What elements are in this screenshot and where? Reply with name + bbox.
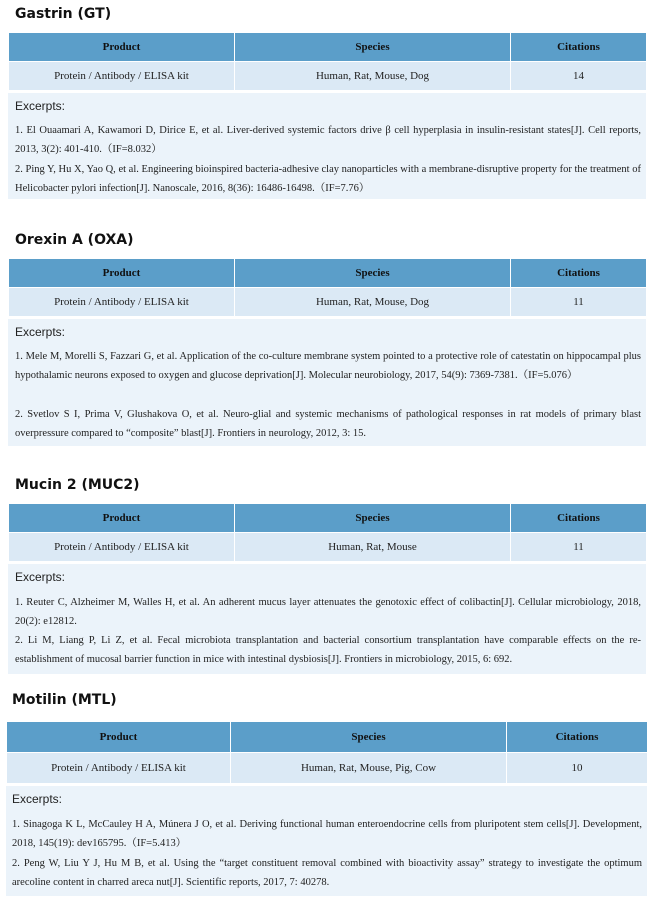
cell-species: Human, Rat, Mouse, Dog <box>235 288 511 317</box>
cell-product: Protein / Antibody / ELISA kit <box>9 62 235 91</box>
excerpts-label: Excerpts: <box>15 99 66 113</box>
table-row <box>9 62 647 91</box>
product-table <box>8 32 647 91</box>
header-species: Species <box>235 259 511 288</box>
table-row <box>9 533 647 562</box>
table-header-row <box>9 33 647 62</box>
section-title: Orexin A (OXA) <box>15 232 134 248</box>
header-species: Species <box>235 33 511 62</box>
header-citations: Citations <box>511 33 647 62</box>
excerpts-label: Excerpts: <box>12 792 63 806</box>
cell-citations: 10 <box>507 753 648 784</box>
reference-2: 2. Li M, Liang P, Li Z, et al. Fecal microbiota transplantation and bacterial consortium transplantation have comparable effects on the re-establishment of mucosal barrier function in mice with intestinal dysbiosis[J]. Frontiers in microbiology, 2015, 6: 692. <box>15 635 641 665</box>
cell-product: Protein / Antibody / ELISA kit <box>9 533 235 562</box>
cell-citations: 11 <box>511 533 647 562</box>
reference-1: 1. Reuter C, Alzheimer M, Walles H, et al. An adherent mucus layer attenuates the genotoxic effect of colibactin[J]. Cellular microbiology, 2018, 20(2): e12812. <box>15 597 641 627</box>
header-citations: Citations <box>511 504 647 533</box>
table-row <box>9 288 647 317</box>
header-product: Product <box>9 504 235 533</box>
reference-2: 2. Ping Y, Hu X, Yao Q, et al. Engineering bioinspired bacteria-adhesive clay nanoparticles with a membrane-disruptive property for the treatment of Helicobacter pylori infection[J]. Nanoscale, 2016, 8(36): 16486-16498.（IF=7.76） <box>15 164 641 194</box>
section-title: Gastrin (GT) <box>15 6 112 22</box>
header-product: Product <box>9 259 235 288</box>
product-table <box>8 503 647 562</box>
header-species: Species <box>235 504 511 533</box>
table-header-row <box>9 259 647 288</box>
cell-citations: 11 <box>511 288 647 317</box>
header-product: Product <box>9 33 235 62</box>
cell-product: Protein / Antibody / ELISA kit <box>9 288 235 317</box>
header-product: Product <box>7 722 231 753</box>
reference-2: 2. Peng W, Liu Y J, Hu M B, et al. Using the “target constituent removal combined with bioactivity assay” strategy to investigate the optimum arecoline content in charred areca nut[J]. Scientific reports, 2017, 7: 40278. <box>12 858 642 888</box>
table-header-row <box>9 504 647 533</box>
product-table <box>6 721 648 784</box>
section-title: Motilin (MTL) <box>12 692 117 708</box>
cell-product: Protein / Antibody / ELISA kit <box>7 753 231 784</box>
reference-2: 2. Svetlov S I, Prima V, Glushakova O, et al. Neuro-glial and systemic mechanisms of pathological responses in rat models of primary blast overpressure compared to “composite” blast[J]. Frontiers in neurology, 2012, 3: 15. <box>15 409 641 439</box>
excerpts-label: Excerpts: <box>15 325 66 339</box>
reference-1: 1. Mele M, Morelli S, Fazzari G, et al. Application of the co-culture membrane system pointed to a protective role of catestatin on hippocampal plus hypothalamic neurons exposed to oxygen and glucose deprivation[J]. Molecular neurobiology, 2017, 54(9): 7369-7381.（IF=5.076） <box>15 351 641 381</box>
section-title: Mucin 2 (MUC2) <box>15 477 140 493</box>
reference-1: 1. El Ouaamari A, Kawamori D, Dirice E, et al. Liver-derived systemic factors drive β cell hyperplasia in insulin-resistant states[J]. Cell reports, 2013, 3(2): 401-410.（IF=8.032） <box>15 125 641 155</box>
table-header-row <box>7 722 648 753</box>
product-table <box>8 258 647 317</box>
reference-1: 1. Sinagoga K L, McCauley H A, Múnera J O, et al. Deriving functional human enteroendocrine cells from pluripotent stem cells[J]. Development, 2018, 145(19): dev165795.（IF=5.413） <box>12 819 642 849</box>
header-citations: Citations <box>511 259 647 288</box>
cell-citations: 14 <box>511 62 647 91</box>
table-row <box>7 753 648 784</box>
excerpts-label: Excerpts: <box>15 570 66 584</box>
header-species: Species <box>231 722 507 753</box>
header-citations: Citations <box>507 722 648 753</box>
cell-species: Human, Rat, Mouse <box>235 533 511 562</box>
cell-species: Human, Rat, Mouse, Pig, Cow <box>231 753 507 784</box>
cell-species: Human, Rat, Mouse, Dog <box>235 62 511 91</box>
